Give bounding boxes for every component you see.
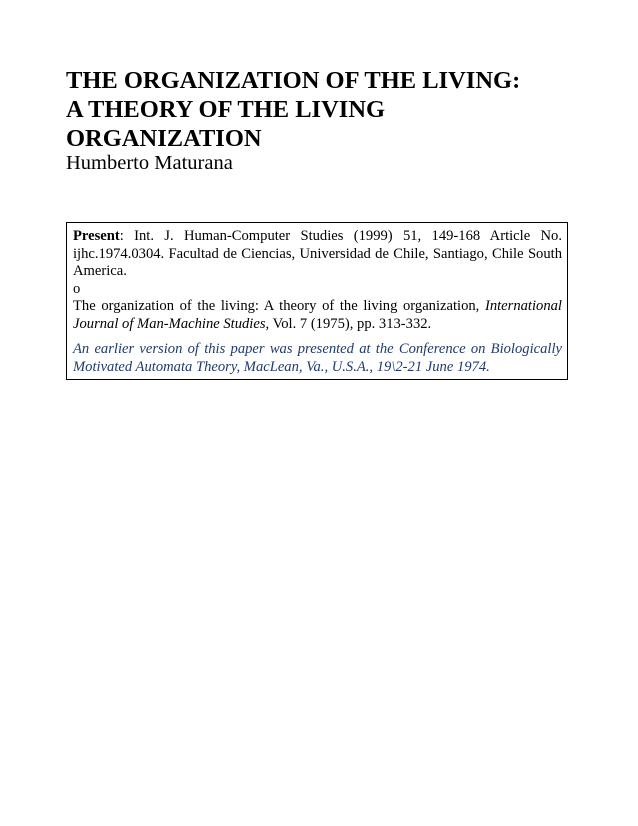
- or-separator: o: [73, 280, 81, 297]
- present-citation: [73, 228, 562, 281]
- present-label: Present: [73, 228, 120, 244]
- present-text: : Int. J. Human-Computer Studies (1999) 51, 149-168 Article No. ijhc.1974.0304. Facultad de Ciencias, Universidad de Chile, Santiago, Chile South America.: [73, 228, 562, 279]
- title-line-2: A THEORY OF THE LIVING: [66, 96, 386, 123]
- page-title: [66, 66, 566, 153]
- earlier-version-note: An earlier version of this paper was presented at the Conference on Biologically Motivated Automata Theory, MacLean, Va., U.S.A., 19\2-21 June 1974.: [73, 341, 562, 375]
- citation-box: [66, 222, 568, 380]
- original-journal: International Journal of Man-Machine Studies: [73, 298, 562, 332]
- title-line-3: ORGANIZATION: [66, 125, 262, 152]
- original-text-prefix: The organization of the living: A theory of the living organization,: [73, 298, 485, 314]
- original-citation: [73, 298, 562, 333]
- original-text-suffix: , Vol. 7 (1975), pp. 313-332.: [265, 315, 432, 332]
- author-name: Humberto Maturana: [66, 152, 233, 174]
- title-line-1: THE ORGANIZATION OF THE LIVING:: [66, 67, 521, 94]
